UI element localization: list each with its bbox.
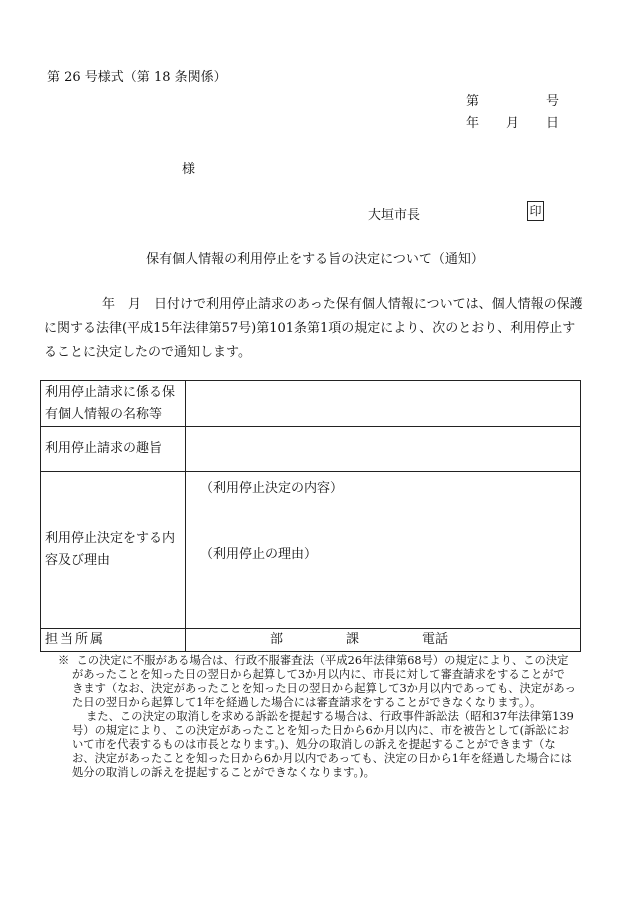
note-mark: ※	[58, 654, 70, 667]
document-number	[466, 90, 559, 109]
table-row	[41, 381, 581, 427]
info-table	[40, 380, 581, 652]
body-text: 年 月 日付けで利用停止請求のあった保有個人情報については、個人情報の保護に関する法律(平成15年法律第57号)第101条第1項の規定により、次のとおり、利用停止することに決定したので通知します。	[44, 297, 583, 360]
decision-content-label: （利用停止決定の内容）	[200, 481, 344, 496]
document-date	[466, 112, 559, 131]
note-appeal-text: この決定に不服がある場合は、行政不服審査法（平成26年法律第68号）の規定により、この決定があったことを知った日の翌日から起算して3か月以内に、市長に対して審査請求をすることができます（なお、決定があったことを知った日の翌日から起算して3か月以内であっても、決定があった日の翌日から起算して1年を経過した場合には審査請求をすることができなくなります。）。	[72, 654, 576, 709]
label-department: 担当所属	[41, 629, 186, 652]
document-title: 保有個人情報の利用停止をする旨の決定について（通知）	[146, 252, 484, 267]
date-month: 月	[506, 116, 520, 131]
notes	[58, 654, 576, 780]
note-lawsuit: また、この決定の取消しを求める訴訟を提起する場合は、行政事件訴訟法（昭和37年法律第139号）の規定により、この決定があったことを知った日から6か月以内に、市を被告として(訴訟において市を代表するものは市長となります。)、処分の取消しの訴えを提起することができます（なお、決定があったことを知った日から6か月以内であっても、決定の日から1年を経過した場合には処分の取消しの訴えを提起することができなくなります。)。	[72, 710, 574, 779]
table-row	[41, 629, 581, 652]
table-row	[41, 427, 581, 472]
label-info-name: 利用停止請求に係る保有個人情報の名称等	[41, 381, 186, 427]
label-decision-reason: 利用停止決定をする内容及び理由	[41, 472, 186, 629]
body-paragraph	[44, 293, 584, 365]
decision-reason-label: （利用停止の理由）	[200, 547, 318, 562]
table-row	[41, 472, 581, 629]
dept-phone: 電話	[421, 632, 448, 647]
field-request-purpose[interactable]	[186, 427, 581, 472]
dept-bu: 部	[270, 632, 284, 647]
note-appeal	[58, 654, 576, 710]
field-department[interactable]	[186, 629, 581, 652]
field-decision-reason[interactable]	[186, 472, 581, 629]
addressee: 様	[182, 162, 196, 177]
dept-ka: 課	[345, 632, 359, 647]
doc-number-suffix: 号	[546, 94, 560, 109]
date-year: 年	[466, 116, 480, 131]
field-info-name[interactable]	[186, 381, 581, 427]
date-day: 日	[546, 116, 560, 131]
seal-stamp: 印	[527, 201, 544, 221]
form-number: 第 26 号様式（第 18 条関係）	[47, 70, 227, 85]
label-request-purpose: 利用停止請求の趣旨	[41, 427, 186, 472]
issuer-name: 大垣市長	[368, 208, 421, 223]
doc-number-prefix: 第	[466, 94, 480, 109]
